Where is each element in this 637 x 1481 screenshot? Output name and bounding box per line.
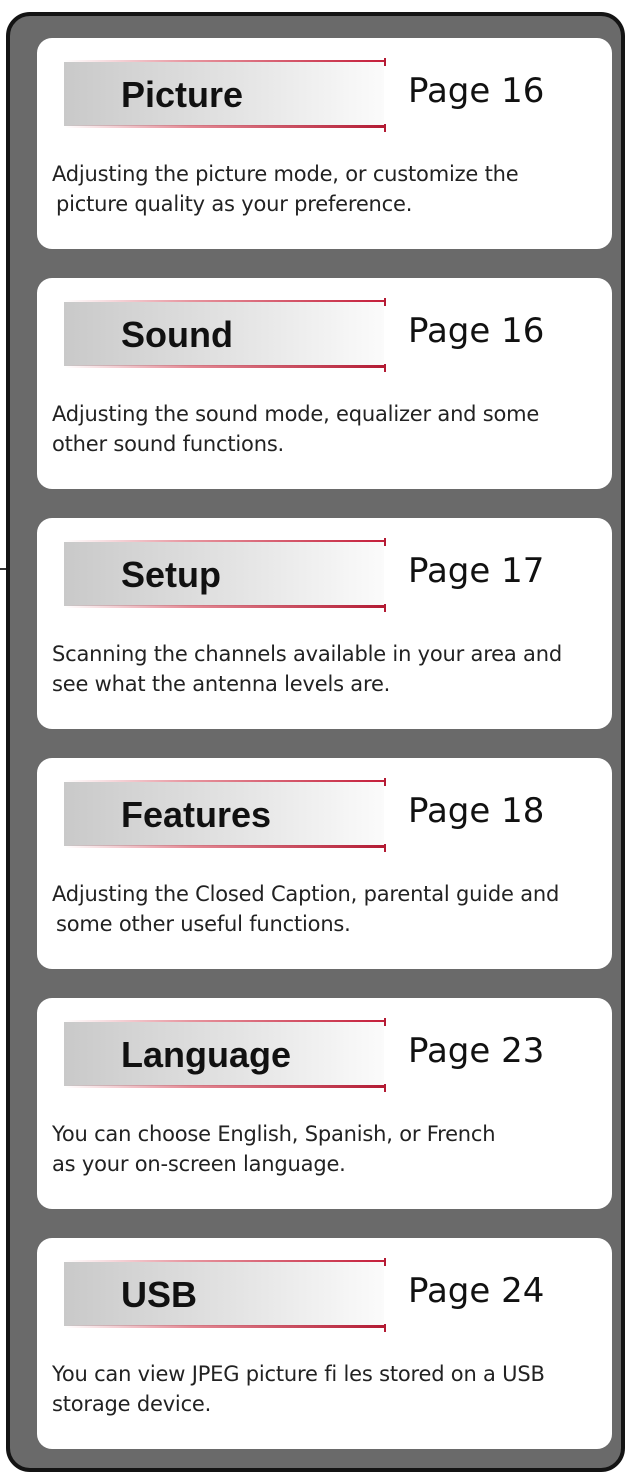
description-line: see what the antenna levels are. [52,672,391,696]
description-line: Adjusting the sound mode, equalizer and some [52,402,540,426]
page-reference: Page 18 [408,791,545,831]
description-line: picture quality as your preference. [56,192,413,216]
section-title: Language [121,1034,292,1075]
menu-card-features [37,758,612,969]
description-line: other sound functions. [52,432,285,456]
menu-card-setup [37,518,612,729]
menu-card-picture [37,38,612,249]
description-line: storage device. [52,1392,212,1416]
section-title: Picture [121,74,244,115]
page-reference: Page 16 [408,311,545,351]
section-description [52,1119,597,1179]
section-description [52,159,597,219]
card-header-band [64,542,384,606]
section-description [52,639,597,699]
section-title: Sound [121,314,233,355]
description-line: Adjusting the picture mode, or customize the [52,162,519,186]
description-line: Adjusting the Closed Caption, parental guide and [52,882,560,906]
menu-card-sound [37,278,612,489]
description-line: some other useful functions. [56,912,351,936]
section-title: Setup [121,554,222,595]
description-line: You can choose English, Spanish, or French [52,1122,496,1146]
menu-overview-panel [6,12,625,1472]
section-description [52,399,597,459]
section-title: Features [121,794,272,835]
section-description [52,879,597,939]
menu-card-usb [37,1238,612,1449]
description-line: Scanning the channels available in your area and [52,642,562,666]
page-reference: Page 24 [408,1271,545,1311]
section-description [52,1359,597,1419]
page-reference: Page 23 [408,1031,545,1071]
card-header-band [64,1262,384,1326]
menu-card-language [37,998,612,1209]
description-line: You can view JPEG picture fi les stored on a USB [52,1362,545,1386]
section-title: USB [121,1274,198,1315]
page-reference: Page 17 [408,551,545,591]
description-line: as your on-screen language. [52,1152,346,1176]
page-reference: Page 16 [408,71,545,111]
